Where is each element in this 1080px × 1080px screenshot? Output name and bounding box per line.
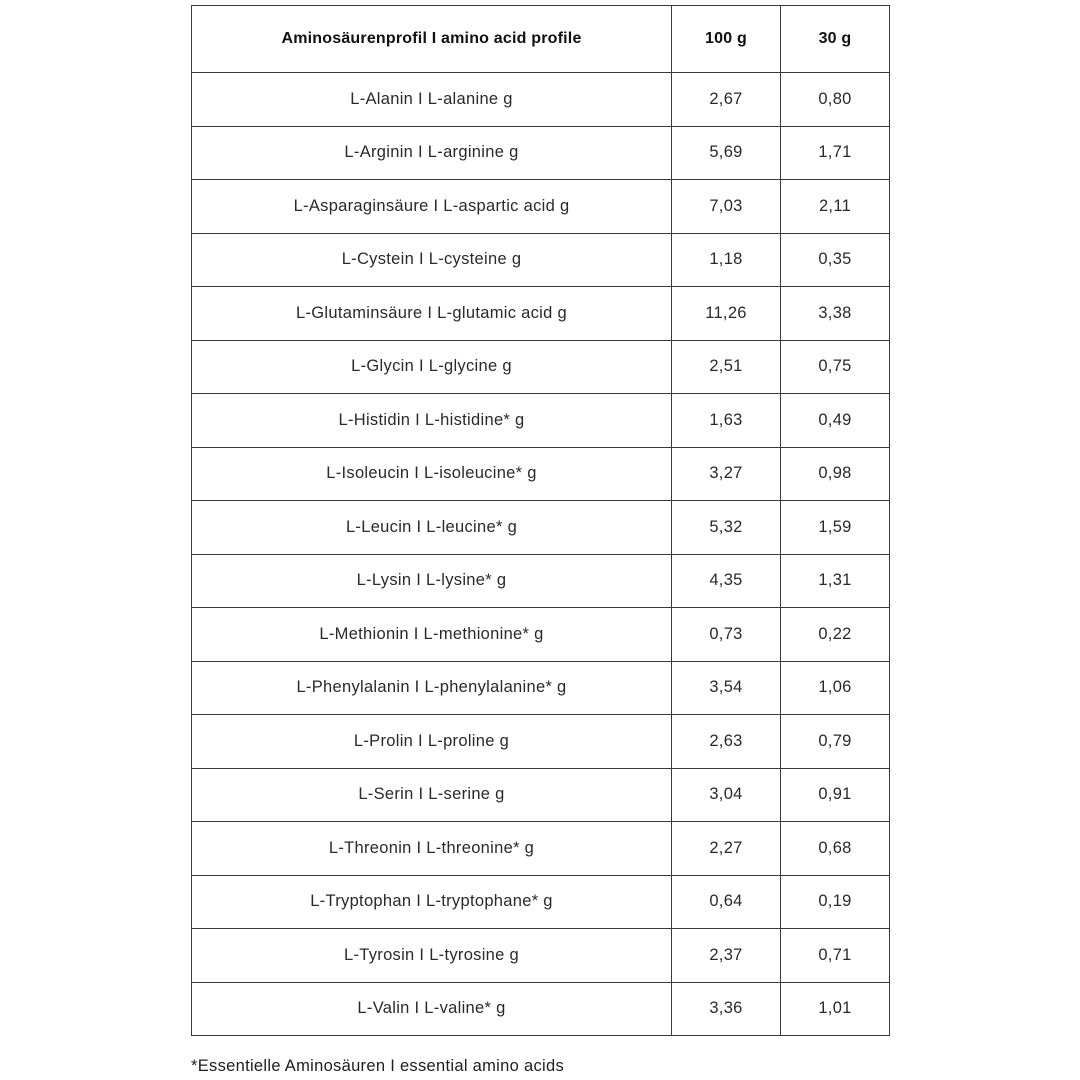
value-30g: 0,80 <box>781 73 890 127</box>
value-30g: 0,71 <box>781 929 890 983</box>
table-row <box>192 394 890 448</box>
amino-acid-label: L-Arginin I L-arginine g <box>192 126 672 180</box>
value-100g: 1,63 <box>672 394 781 448</box>
amino-acid-label: L-Prolin I L-proline g <box>192 715 672 769</box>
amino-acid-label: L-Asparaginsäure I L-aspartic acid g <box>192 180 672 234</box>
value-30g: 1,31 <box>781 554 890 608</box>
value-100g: 4,35 <box>672 554 781 608</box>
value-30g: 1,59 <box>781 501 890 555</box>
value-30g: 0,68 <box>781 822 890 876</box>
table-body <box>192 73 890 1036</box>
amino-acid-label: L-Phenylalanin I L-phenylalanine* g <box>192 661 672 715</box>
table-row <box>192 982 890 1036</box>
value-100g: 2,51 <box>672 340 781 394</box>
value-100g: 11,26 <box>672 287 781 341</box>
amino-acid-label: L-Lysin I L-lysine* g <box>192 554 672 608</box>
value-100g: 0,73 <box>672 608 781 662</box>
amino-acid-profile-table <box>191 5 890 1036</box>
amino-acid-label: L-Threonin I L-threonine* g <box>192 822 672 876</box>
value-100g: 2,37 <box>672 929 781 983</box>
value-30g: 0,49 <box>781 394 890 448</box>
table-header <box>192 6 890 73</box>
value-100g: 5,69 <box>672 126 781 180</box>
column-header-profile: Aminosäurenprofil I amino acid profile <box>192 6 672 73</box>
value-30g: 0,98 <box>781 447 890 501</box>
table-row <box>192 875 890 929</box>
value-100g: 3,27 <box>672 447 781 501</box>
amino-acid-label: L-Methionin I L-methionine* g <box>192 608 672 662</box>
value-30g: 0,79 <box>781 715 890 769</box>
value-30g: 0,22 <box>781 608 890 662</box>
table-row <box>192 233 890 287</box>
value-100g: 0,64 <box>672 875 781 929</box>
column-header-100g: 100 g <box>672 6 781 73</box>
value-30g: 3,38 <box>781 287 890 341</box>
value-30g: 0,35 <box>781 233 890 287</box>
amino-acid-label: L-Glycin I L-glycine g <box>192 340 672 394</box>
table-row <box>192 554 890 608</box>
table-row <box>192 501 890 555</box>
value-30g: 0,91 <box>781 768 890 822</box>
amino-acid-label: L-Cystein I L-cysteine g <box>192 233 672 287</box>
value-100g: 3,04 <box>672 768 781 822</box>
value-30g: 2,11 <box>781 180 890 234</box>
amino-acid-label: L-Serin I L-serine g <box>192 768 672 822</box>
value-30g: 1,06 <box>781 661 890 715</box>
table-row <box>192 715 890 769</box>
amino-acid-label: L-Histidin I L-histidine* g <box>192 394 672 448</box>
amino-acid-label: L-Tyrosin I L-tyrosine g <box>192 929 672 983</box>
amino-acid-label: L-Isoleucin I L-isoleucine* g <box>192 447 672 501</box>
table-row <box>192 929 890 983</box>
table-row <box>192 822 890 876</box>
table-row <box>192 447 890 501</box>
value-100g: 5,32 <box>672 501 781 555</box>
table-row <box>192 340 890 394</box>
amino-acid-label: L-Valin I L-valine* g <box>192 982 672 1036</box>
table-row <box>192 661 890 715</box>
table-row <box>192 180 890 234</box>
table-row <box>192 768 890 822</box>
amino-acid-label: L-Tryptophan I L-tryptophane* g <box>192 875 672 929</box>
amino-acid-label: L-Alanin I L-alanine g <box>192 73 672 127</box>
table-row <box>192 608 890 662</box>
table-row <box>192 73 890 127</box>
column-header-30g: 30 g <box>781 6 890 73</box>
value-30g: 0,19 <box>781 875 890 929</box>
amino-acid-label: L-Glutaminsäure I L-glutamic acid g <box>192 287 672 341</box>
value-100g: 2,63 <box>672 715 781 769</box>
table-row <box>192 287 890 341</box>
value-30g: 0,75 <box>781 340 890 394</box>
value-100g: 2,27 <box>672 822 781 876</box>
value-100g: 7,03 <box>672 180 781 234</box>
value-100g: 3,36 <box>672 982 781 1036</box>
amino-acid-label: L-Leucin I L-leucine* g <box>192 501 672 555</box>
table-row <box>192 126 890 180</box>
value-30g: 1,01 <box>781 982 890 1036</box>
value-100g: 1,18 <box>672 233 781 287</box>
value-100g: 3,54 <box>672 661 781 715</box>
footnote: *Essentielle Aminosäuren I essential amino acids <box>191 1057 565 1075</box>
value-100g: 2,67 <box>672 73 781 127</box>
value-30g: 1,71 <box>781 126 890 180</box>
table-header-row <box>192 6 890 73</box>
